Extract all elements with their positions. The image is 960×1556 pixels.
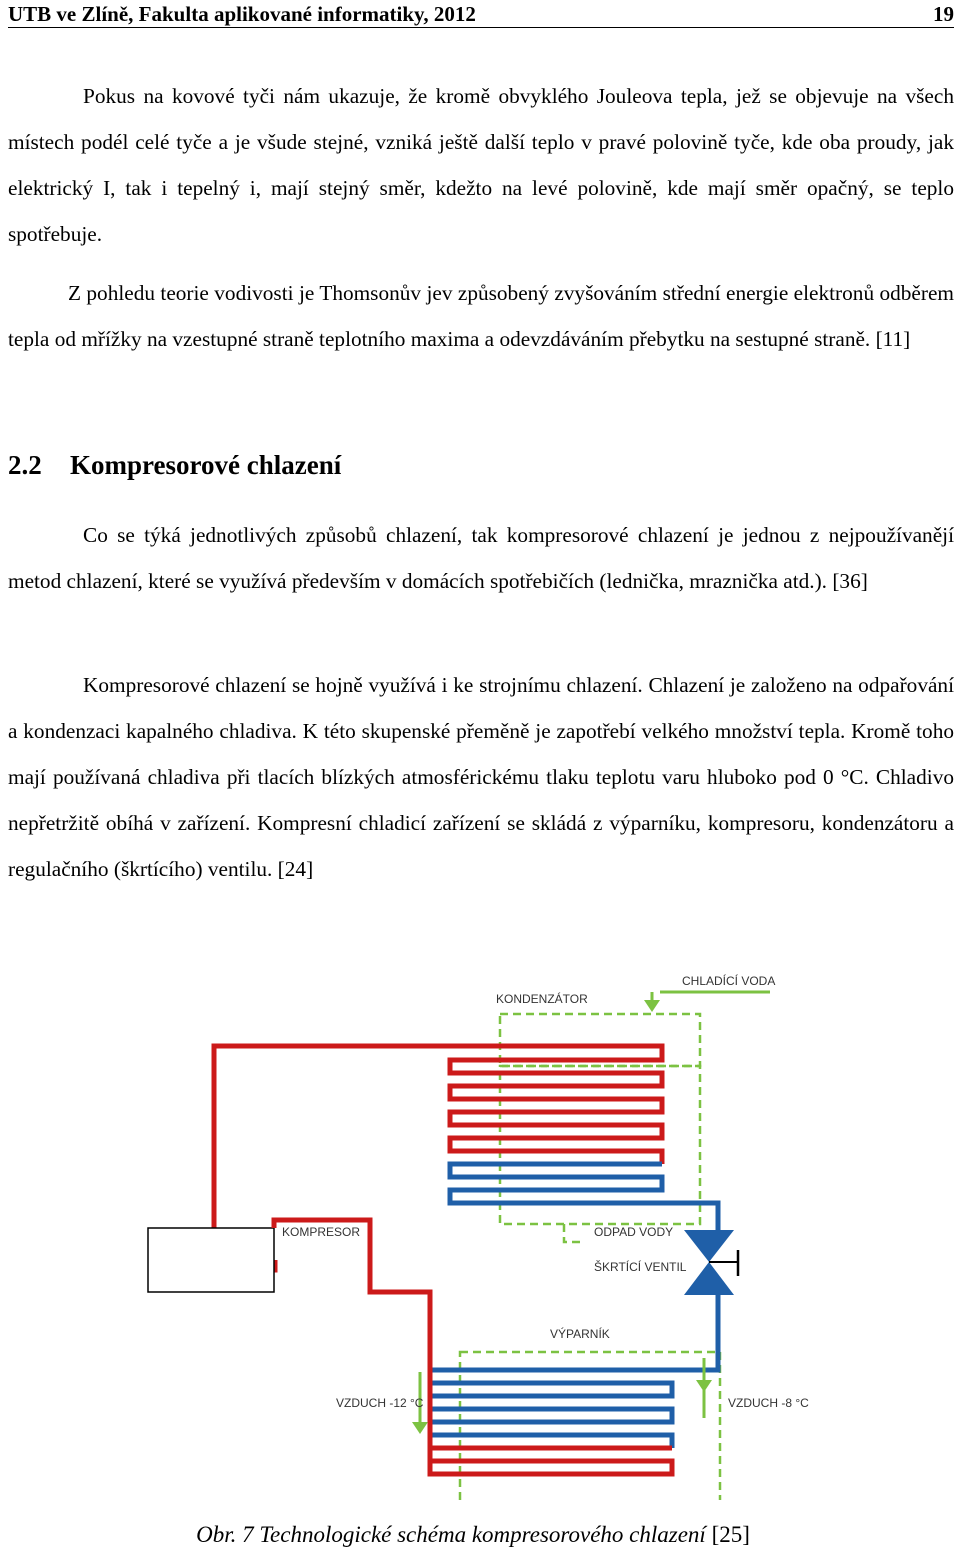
valve-top-icon — [684, 1230, 734, 1262]
water-out-dash — [564, 1224, 580, 1242]
section-number: 2.2 — [8, 450, 42, 480]
paragraph-2 — [8, 270, 954, 362]
paragraph-4 — [8, 662, 954, 892]
paragraph-2-text: Z pohledu teorie vodivosti je Thomsonův jev způsobený zvyšováním střední energie elektronů odběrem tepla od mřížky na vzestupné straně teplotního maxima a odevzdáváním přebytku na sestupné straně. [11] — [8, 281, 954, 351]
cold-evaporator-line — [430, 1295, 718, 1448]
section-heading — [8, 450, 341, 481]
caption-label: Obr. 7 Technologické schéma kompresorového chlazení — [196, 1522, 706, 1547]
header-title: UTB ve Zlíně, Fakulta aplikované informatiky, 2012 — [8, 2, 476, 26]
label-chladici-voda: CHLADÍCÍ VODA — [682, 974, 776, 988]
paragraph-4-text: Kompresorové chlazení se hojně využívá i ke strojnímu chlazení. Chlazení je založeno na odpařování a kondenzaci kapalného chladiva. K této skupenské přeměně je zapotřebí velkého množství tepla. Kromě toho mají používaná chladiva při tlacích blízkých atmosférickému tlaku teplotu varu hluboko pod 0 °C. Chladivo nepřetržitě obíhá v zařízení. Kompresní chladicí zařízení se skládá z výparníku, kompresoru, kondenzátoru a regulačního (škrtícího) ventilu. [24] — [8, 673, 954, 881]
paragraph-3 — [8, 512, 954, 604]
air-in-arrow-icon — [696, 1380, 712, 1392]
label-vzduch-right: VZDUCH -8 °C — [728, 1396, 809, 1410]
label-kondenzator: KONDENZÁTOR — [496, 992, 588, 1006]
cold-condensed-line — [450, 1164, 718, 1232]
condenser-housing — [500, 1066, 700, 1224]
label-kompresor: KOMPRESOR — [282, 1225, 361, 1239]
label-skrtici-ventil: ŠKRTÍCÍ VENTIL — [594, 1260, 687, 1274]
page-number: 19 — [933, 2, 954, 26]
section-title: Kompresorové chlazení — [70, 450, 342, 480]
paragraph-1 — [8, 73, 954, 257]
valve-bottom-icon — [684, 1262, 734, 1295]
label-vyparnik: VÝPARNÍK — [550, 1327, 610, 1341]
evaporator-housing — [460, 1352, 720, 1500]
water-in-arrow-icon — [644, 1000, 660, 1012]
air-out-arrow-icon — [412, 1422, 428, 1434]
page-header — [8, 0, 954, 28]
label-odpad-vody: ODPAD VODY — [594, 1225, 674, 1239]
label-vzduch-left: VZDUCH -12 °C — [336, 1396, 424, 1410]
cooling-diagram — [0, 960, 960, 1500]
caption-ref: [25] — [711, 1522, 750, 1547]
compressor-box — [148, 1228, 274, 1292]
figure-caption — [0, 1522, 946, 1548]
paragraph-1-text: Pokus na kovové tyči nám ukazuje, že kromě obvyklého Jouleova tepla, jež se objevuje na všech místech podél celé tyče a je všude stejné, vzniká ještě další teplo v pravé polovině tyče, kde oba proudy, jak elektrický I, tak i tepelný i, mají stejný směr, kdežto na levé polovině, kde mají směr opačný, se teplo spotřebuje. — [8, 84, 954, 246]
paragraph-3-text: Co se týká jednotlivých způsobů chlazení, tak kompresorové chlazení je jednou z nejpoužívanějí metod chlazení, které se využívá především v domácích spotřebičích (lednička, mraznička atd.). [36] — [8, 523, 954, 593]
